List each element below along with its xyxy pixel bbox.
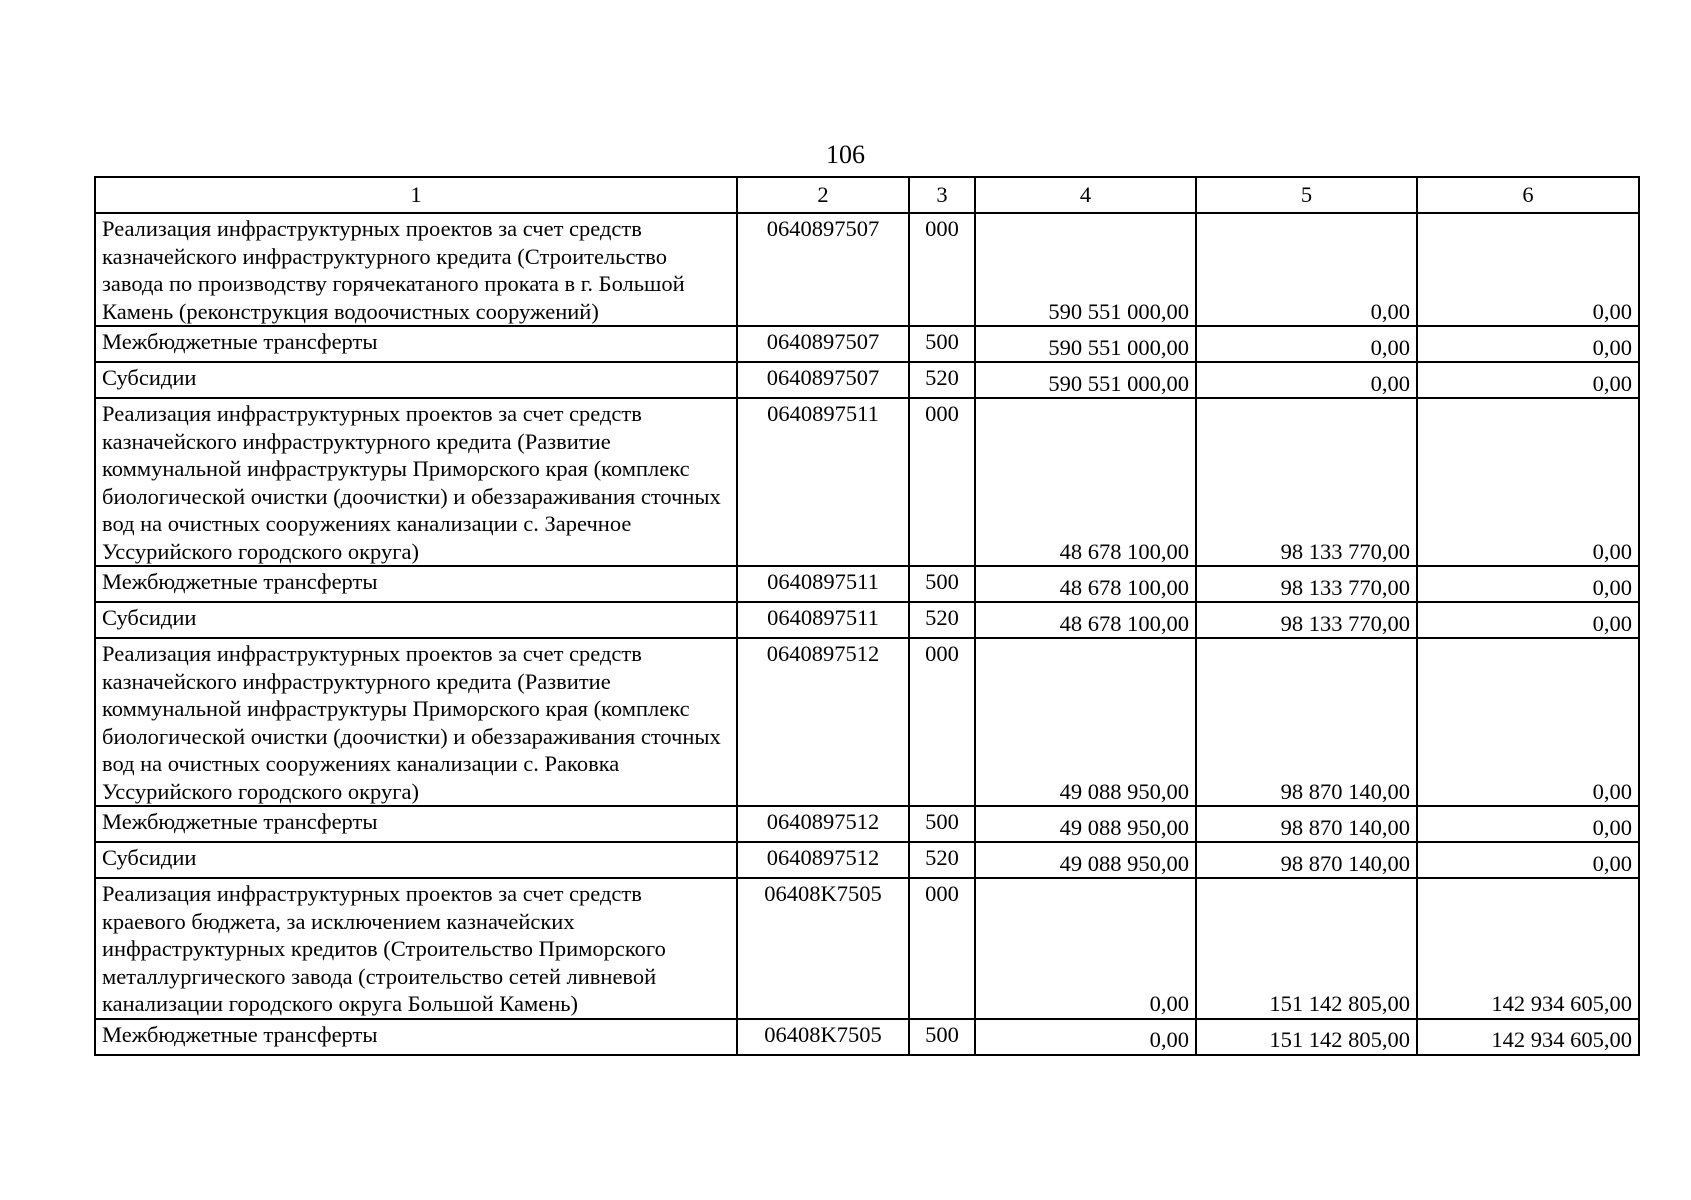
row-value-6: 0,00	[1417, 842, 1639, 878]
row-value-4: 48 678 100,00	[975, 398, 1196, 566]
row-value-6: 0,00	[1417, 638, 1639, 806]
row-value-4: 48 678 100,00	[975, 602, 1196, 638]
row-code: 0640897512	[737, 806, 909, 842]
row-value-4: 590 551 000,00	[975, 326, 1196, 362]
row-code: 0640897507	[737, 326, 909, 362]
row-name: Реализация инфраструктурных проектов за счет средств краевого бюджета, за исключением казначейских инфраструктурных кредитов (Строительство Приморского металлургического завода (строительство сетей ливневой канализации городского округа Большой Камень)	[95, 878, 737, 1019]
column-header: 5	[1196, 177, 1417, 213]
row-code: 0640897511	[737, 398, 909, 566]
table-row	[95, 806, 1639, 842]
row-value-4: 49 088 950,00	[975, 638, 1196, 806]
row-value-6: 142 934 605,00	[1417, 878, 1639, 1019]
row-type: 500	[909, 326, 975, 362]
row-type: 520	[909, 602, 975, 638]
row-type: 520	[909, 362, 975, 398]
row-value-5: 98 870 140,00	[1196, 806, 1417, 842]
table-row	[95, 213, 1639, 326]
row-type: 000	[909, 213, 975, 326]
row-value-5: 98 870 140,00	[1196, 638, 1417, 806]
row-value-6: 0,00	[1417, 602, 1639, 638]
row-name: Межбюджетные трансферты	[95, 806, 737, 842]
row-value-5: 0,00	[1196, 213, 1417, 326]
budget-table	[94, 176, 1640, 1056]
row-code: 0640897512	[737, 638, 909, 806]
row-value-4: 590 551 000,00	[975, 362, 1196, 398]
row-name: Реализация инфраструктурных проектов за счет средств казначейского инфраструктурного кредита (Строительство завода по производству горячекатаного проката в г. Большой Камень (реконструкция водоочистных сооружений)	[95, 213, 737, 326]
column-header: 2	[737, 177, 909, 213]
table-row	[95, 326, 1639, 362]
row-value-6: 0,00	[1417, 362, 1639, 398]
row-name: Реализация инфраструктурных проектов за счет средств казначейского инфраструктурного кредита (Развитие коммунальной инфраструктуры Приморского края (комплекс биологической очистки (доочистки) и обеззараживания сточных вод на очистных сооружениях канализации с. Раковка Уссурийского городского округа)	[95, 638, 737, 806]
row-name: Субсидии	[95, 362, 737, 398]
row-name: Межбюджетные трансферты	[95, 326, 737, 362]
row-code: 0640897511	[737, 602, 909, 638]
column-header: 1	[95, 177, 737, 213]
row-value-5: 0,00	[1196, 326, 1417, 362]
row-value-6: 0,00	[1417, 213, 1639, 326]
row-type: 500	[909, 806, 975, 842]
column-header: 3	[909, 177, 975, 213]
table-row	[95, 398, 1639, 566]
row-value-4: 48 678 100,00	[975, 566, 1196, 602]
table-row	[95, 1019, 1639, 1055]
row-value-6: 142 934 605,00	[1417, 1019, 1639, 1055]
row-value-5: 0,00	[1196, 362, 1417, 398]
row-type: 000	[909, 398, 975, 566]
row-value-5: 151 142 805,00	[1196, 1019, 1417, 1055]
row-name: Реализация инфраструктурных проектов за счет средств казначейского инфраструктурного кредита (Развитие коммунальной инфраструктуры Приморского края (комплекс биологической очистки (доочистки) и обеззараживания сточных вод на очистных сооружениях канализации с. Заречное Уссурийского городского округа)	[95, 398, 737, 566]
row-value-4: 49 088 950,00	[975, 842, 1196, 878]
row-value-5: 98 870 140,00	[1196, 842, 1417, 878]
row-code: 0640897507	[737, 362, 909, 398]
column-header: 4	[975, 177, 1196, 213]
row-name: Субсидии	[95, 602, 737, 638]
row-value-5: 98 133 770,00	[1196, 602, 1417, 638]
row-value-5: 98 133 770,00	[1196, 566, 1417, 602]
table-row	[95, 602, 1639, 638]
table-row	[95, 878, 1639, 1019]
row-code: 0640897512	[737, 842, 909, 878]
row-code: 06408K7505	[737, 1019, 909, 1055]
page-number: 106	[826, 140, 865, 169]
row-value-6: 0,00	[1417, 806, 1639, 842]
row-code: 06408K7505	[737, 878, 909, 1019]
row-value-4: 49 088 950,00	[975, 806, 1196, 842]
row-value-6: 0,00	[1417, 326, 1639, 362]
row-value-6: 0,00	[1417, 566, 1639, 602]
row-name: Межбюджетные трансферты	[95, 566, 737, 602]
table-row	[95, 566, 1639, 602]
row-value-5: 151 142 805,00	[1196, 878, 1417, 1019]
row-value-5: 98 133 770,00	[1196, 398, 1417, 566]
row-type: 000	[909, 878, 975, 1019]
row-value-4: 590 551 000,00	[975, 213, 1196, 326]
row-name: Субсидии	[95, 842, 737, 878]
row-name: Межбюджетные трансферты	[95, 1019, 737, 1055]
row-type: 000	[909, 638, 975, 806]
column-header: 6	[1417, 177, 1639, 213]
table-row	[95, 362, 1639, 398]
table-row	[95, 842, 1639, 878]
row-value-4: 0,00	[975, 878, 1196, 1019]
table-row	[95, 638, 1639, 806]
row-code: 0640897511	[737, 566, 909, 602]
row-type: 500	[909, 566, 975, 602]
row-value-6: 0,00	[1417, 398, 1639, 566]
row-type: 520	[909, 842, 975, 878]
row-value-4: 0,00	[975, 1019, 1196, 1055]
row-code: 0640897507	[737, 213, 909, 326]
header-row	[95, 177, 1639, 213]
row-type: 500	[909, 1019, 975, 1055]
